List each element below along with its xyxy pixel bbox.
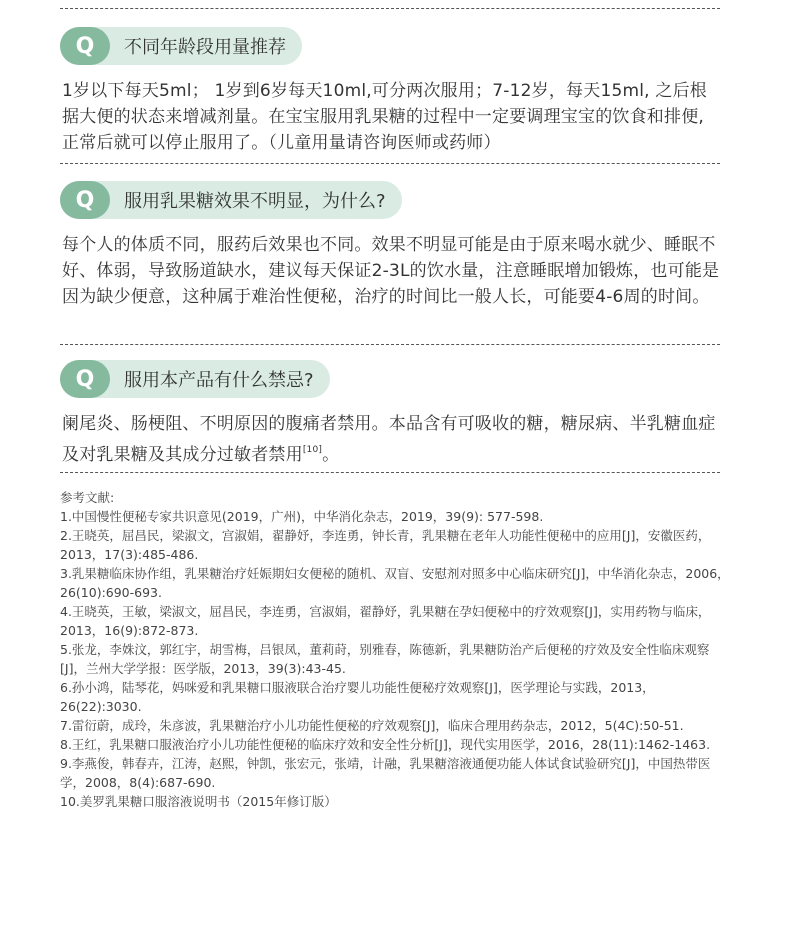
reference-item: 7.雷衍蔚，成玲，朱彦波，乳果糖治疗小儿功能性便秘的疗效观察[J]，临床合理用药杂志，2012，5(4C):50-51. [60,718,684,733]
answer-text [62,411,722,468]
question-heading [60,27,302,65]
reference-item: 6.孙小鸿，陆琴花，妈咪爱和乳果糖口服液联合治疗婴儿功能性便秘疗效观察[J]，医学理论与实践，2013，26(22):3030. [60,680,655,714]
references-title: 参考文献: [60,490,115,505]
references [60,488,730,811]
question-title: 不同年龄段用量推荐 [124,37,286,58]
divider [60,472,720,473]
question-heading [60,181,402,219]
q-badge: Q [60,181,110,219]
reference-item: 8.王红，乳果糖口服液治疗小儿功能性便秘的临床疗效和安全性分析[J]，现代实用医学，2016，28(11):1462-1463. [60,737,711,752]
reference-item: 10.美罗乳果糖口服溶液说明书（2015年修订版） [60,794,337,809]
question-heading [60,360,330,398]
answer-body: 阑尾炎、肠梗阻、不明原因的腹痛者禁用。本品含有可吸收的糖，糖尿病、半乳糖血症及对乳果糖及其成分过敏者禁用 [62,414,716,465]
question-title: 服用本产品有什么禁忌? [124,370,314,391]
reference-item: 5.张龙，李姝汶，郭红宇，胡雪梅，吕银凤，董莉莳，别雅春，陈德新，乳果糖防治产后便秘的疗效及安全性临床观察[J]，兰州大学学报：医学版，2013，39(3):43-45. [60,642,710,676]
reference-item: 1.中国慢性便秘专家共识意见(2019，广州)，中华消化杂志，2019，39(9): 577-598. [60,509,544,524]
reference-item: 9.李燕俊，韩春卉，江涛，赵熙，钟凯，张宏元，张靖，计融，乳果糖溶液通便功能人体试食试验研究[J]，中国热带医学，2008，8(4):687-690. [60,756,711,790]
answer-text: 1岁以下每天5ml； 1岁到6岁每天10ml,可分两次服用；7-12岁，每天15ml, 之后根据大便的状态来增减剂量。在宝宝服用乳果糖的过程中一定要调理宝宝的饮食和排便, 正常后就可以停止服用了。（儿童用量请咨询医师或药师） [62,81,707,153]
q-badge: Q [60,27,110,65]
answer-text: 每个人的体质不同，服药后效果也不同。效果不明显可能是由于原来喝水就少、睡眠不好、体弱，导致肠道缺水，建议每天保证2-3L的饮水量，注意睡眠增加锻炼，也可能是因为缺少便意，这种属于难治性便秘，治疗的时间比一般人长，可能要4-6周的时间。 [62,235,720,307]
reference-item: 3.乳果糖临床协作组，乳果糖治疗妊娠期妇女便秘的随机、双盲、安慰剂对照多中心临床研究[J]，中华消化杂志，2006，26(10):690-693. [60,566,730,600]
q-badge: Q [60,360,110,398]
reference-item: 2.王晓英，屈昌民，梁淑文，宫淑娟，翟静妤，李连勇，钟长青，乳果糖在老年人功能性便秘中的应用[J]，安徽医药，2013，17(3):485-486. [60,528,711,562]
divider [60,344,720,345]
divider [60,163,720,164]
citation-marker: [10] [302,445,323,455]
reference-item: 4.王晓英，王敏，梁淑文，屈昌民，李连勇，宫淑娟，翟静妤，乳果糖在孕妇便秘中的疗效观察[J]，实用药物与临床，2013，16(9):872-873. [60,604,711,638]
question-title: 服用乳果糖效果不明显，为什么? [124,191,386,212]
answer-end: 。 [322,445,340,465]
divider [60,8,720,9]
